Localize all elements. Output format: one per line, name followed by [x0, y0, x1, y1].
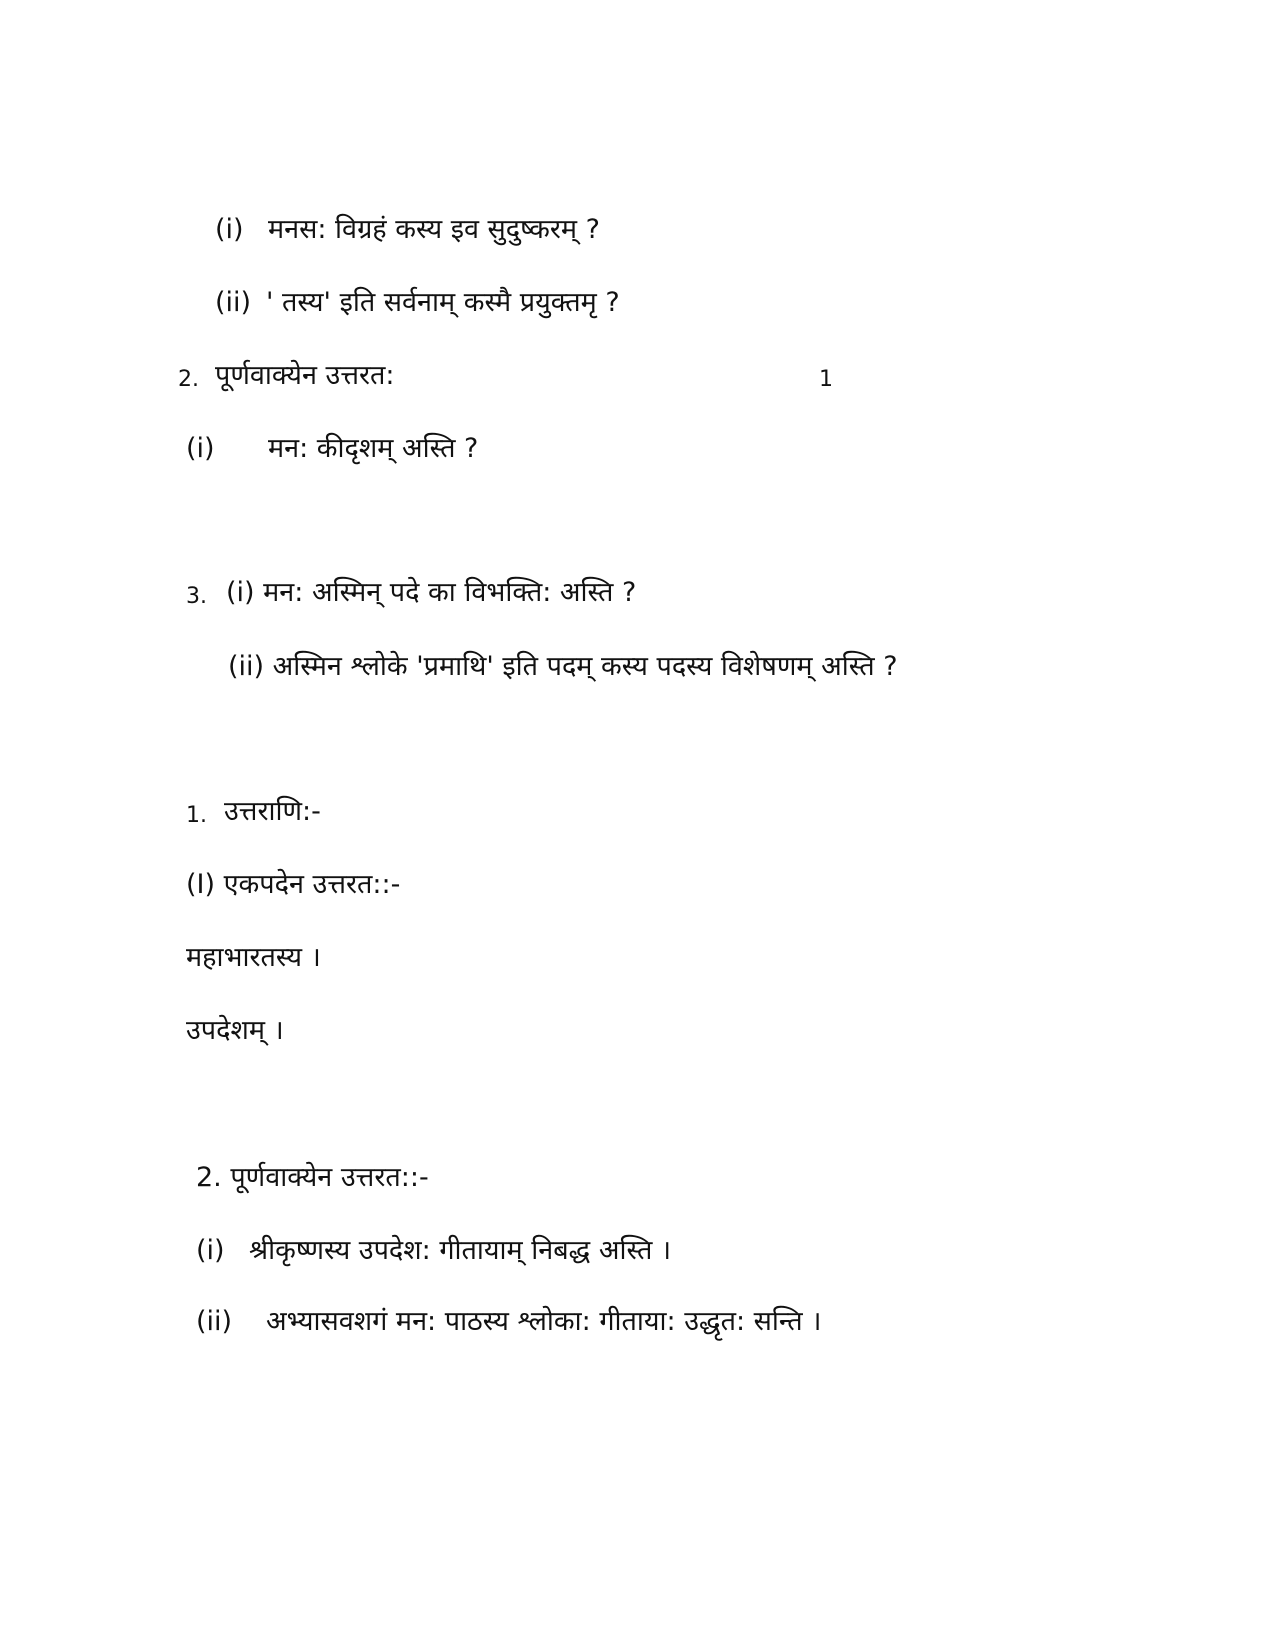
answers-number: 1.: [186, 803, 207, 828]
answer-2-ii-text: अभ्यासवशगं मन: पाठस्य श्लोका: गीताया: उद्धृत: सन्ति ।: [266, 1306, 822, 1337]
question-2-marks: 1: [819, 367, 833, 392]
answers-heading: उत्तराणि:-: [224, 796, 321, 827]
question-2-number: 2.: [178, 367, 199, 392]
question-2-text: पूर्णवाक्येन उत्तरत:: [215, 360, 395, 391]
answers-part-2-heading: 2. पूर्णवाक्येन उत्तरत::-: [196, 1162, 429, 1193]
question-1-ii-text: ' तस्य' इति सर्वनाम् कस्मै प्रयुक्तमृ ?: [266, 287, 620, 318]
answer-2-i-label: (i): [196, 1235, 225, 1266]
question-2-i-text: मन: कीदृशम् अस्ति ?: [268, 433, 479, 464]
answer-2: उपदेशम् ।: [186, 1015, 284, 1046]
question-3-ii-text: (ii) अस्मिन श्लोके 'प्रमाथि' इति पदम् कस्य पदस्य विशेषणम् अस्ति ?: [228, 651, 898, 682]
answer-2-ii-label: (ii): [196, 1306, 233, 1337]
question-3-number: 3.: [186, 584, 207, 609]
answer-2-i-text: श्रीकृष्णस्य उपदेश: गीतायाम् निबद्ध अस्ति ।: [249, 1235, 672, 1266]
question-1-i-text: मनस: विग्रहं कस्य इव सुदुष्करम् ?: [268, 214, 600, 245]
question-1-i-label: (i): [215, 214, 244, 245]
question-1-ii-label: (ii): [215, 287, 252, 318]
question-2-i-label: (i): [186, 433, 215, 464]
question-3-i-text: (i) मन: अस्मिन् पदे का विभक्ति: अस्ति ?: [226, 577, 637, 608]
answer-1: महाभारतस्य ।: [186, 942, 321, 973]
answers-part-1-heading: (I) एकपदेन उत्तरत::-: [186, 869, 401, 900]
